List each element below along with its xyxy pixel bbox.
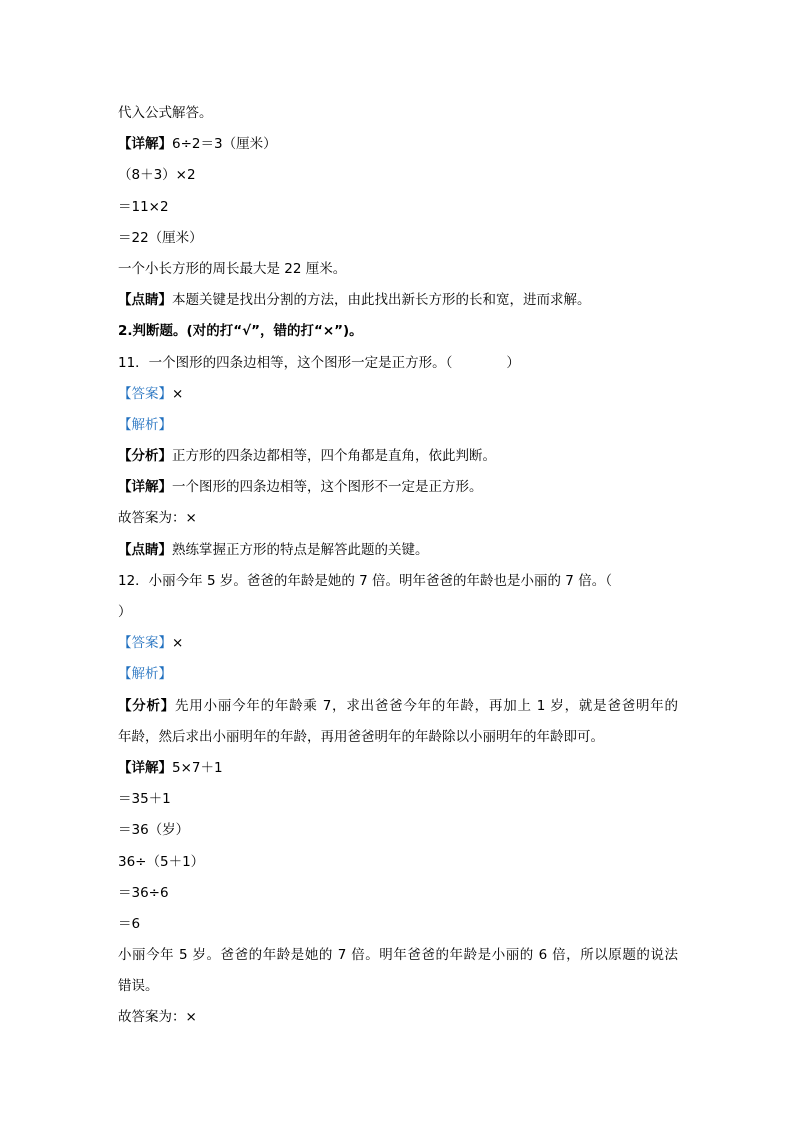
q12-conclusion-line-2: 错误。 — [118, 978, 159, 995]
q10-detail-line-3: ＝11×2 — [118, 198, 169, 215]
q11-fenxi-text: 正方形的四条边都相等，四个角都是直角，依此判断。 — [172, 448, 496, 465]
q12-fenxi-text-1: 先用小丽今年的年龄乘 7，求出爸爸今年的年龄，再加上 1 岁，就是爸爸明年的 — [175, 697, 678, 714]
q12-detail-line-4: 36÷（5＋1） — [118, 853, 205, 870]
q12-conclusion-line-1: 小丽今年 5 岁。爸爸的年龄是她的 7 倍。明年爸爸的年龄是小丽的 6 倍，所以原题的说法 — [118, 947, 678, 964]
answer-label: 【答案】 — [118, 635, 172, 652]
q12-detail-line-2: ＝35＋1 — [118, 791, 171, 808]
q11-stem: 11．一个图形的四条边相等，这个图形一定是正方形。（ ） — [118, 354, 520, 371]
q10-comment — [118, 285, 678, 316]
document-page — [118, 98, 678, 1034]
q11-detail — [118, 472, 678, 503]
q12-detail-line-3: ＝36（岁） — [118, 822, 190, 839]
comment-label: 【点睛】 — [118, 541, 172, 558]
q11-detail-text: 一个图形的四条边相等，这个图形不一定是正方形。 — [172, 479, 483, 496]
q12-final-answer: 故答案为：× — [118, 1009, 197, 1026]
q11-analysis-label: 【解析】 — [118, 416, 172, 433]
q11-answer-value: × — [172, 385, 184, 402]
q12-detail-line-1 — [118, 753, 678, 784]
section-title: 2.判断题。(对的打“√”，错的打“×”)。 — [118, 323, 363, 340]
comment-label: 【点睛】 — [118, 292, 172, 309]
q12-answer — [118, 628, 678, 659]
q10-detail-line-4: ＝22（厘米） — [118, 229, 203, 246]
q11-answer — [118, 379, 678, 410]
q12-analysis-label: 【解析】 — [118, 666, 172, 683]
q11-fenxi — [118, 441, 678, 472]
q10-conclusion: 一个小长方形的周长最大是 22 厘米。 — [118, 260, 347, 277]
q10-comment-text: 本题关键是找出分割的方法，由此找出新长方形的长和宽，进而求解。 — [172, 292, 591, 309]
fenxi-label: 【分析】 — [118, 697, 176, 714]
q10-detail-line-2: （8＋3）×2 — [118, 167, 196, 184]
q11-comment — [118, 535, 678, 566]
detail-label: 【详解】 — [118, 479, 172, 496]
q12-stem-line-2: ） — [118, 604, 132, 620]
q11-final-answer: 故答案为：× — [118, 510, 197, 527]
q12-detail-line-5: ＝36÷6 — [118, 884, 169, 901]
q10-detail-text-1: 6÷2＝3（厘米） — [172, 136, 277, 153]
q12-fenxi-line-1 — [118, 691, 678, 722]
detail-label: 【详解】 — [118, 759, 172, 776]
q10-detail-line-1 — [118, 129, 678, 160]
q12-detail-text-1: 5×7＋1 — [172, 759, 223, 776]
q12-fenxi-line-2: 年龄，然后求出小丽明年的年龄，再用爸爸明年的年龄除以小丽明年的年龄即可。 — [118, 728, 604, 745]
q12-stem-line-1: 12．小丽今年 5 岁。爸爸的年龄是她的 7 倍。明年爸爸的年龄也是小丽的 7 倍。（ — [118, 572, 612, 589]
q11-comment-text: 熟练掌握正方形的特点是解答此题的关键。 — [172, 541, 429, 558]
answer-label: 【答案】 — [118, 385, 172, 402]
q10-intro: 代入公式解答。 — [118, 105, 213, 121]
q12-detail-line-6: ＝6 — [118, 915, 141, 932]
detail-label: 【详解】 — [118, 136, 172, 153]
fenxi-label: 【分析】 — [118, 448, 172, 465]
q12-answer-value: × — [172, 635, 184, 652]
